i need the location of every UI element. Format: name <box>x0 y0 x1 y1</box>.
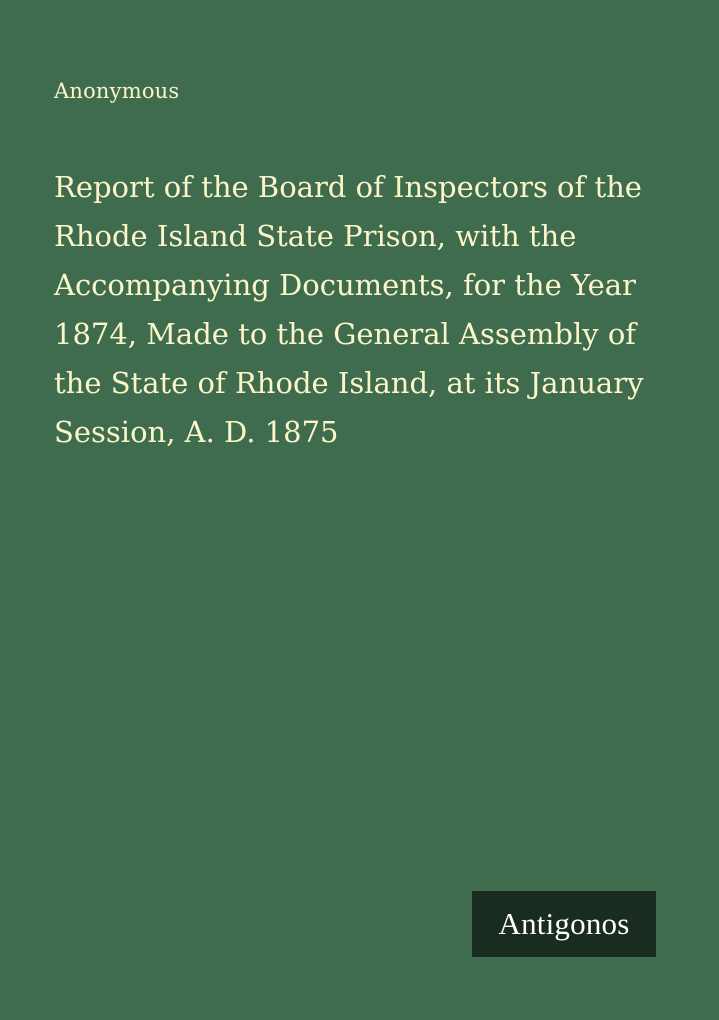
author-name: Anonymous <box>54 79 180 103</box>
publisher-name: Antigonos <box>498 906 630 941</box>
publisher-logo <box>472 891 656 957</box>
book-title: Report of the Board of Inspectors of the Rhode Island State Prison, with the Accompanying Documents, for the Year 1874, Made to the General Assembly of the State of Rhode Island, at its January Session, A. D. 1875 <box>54 170 644 449</box>
